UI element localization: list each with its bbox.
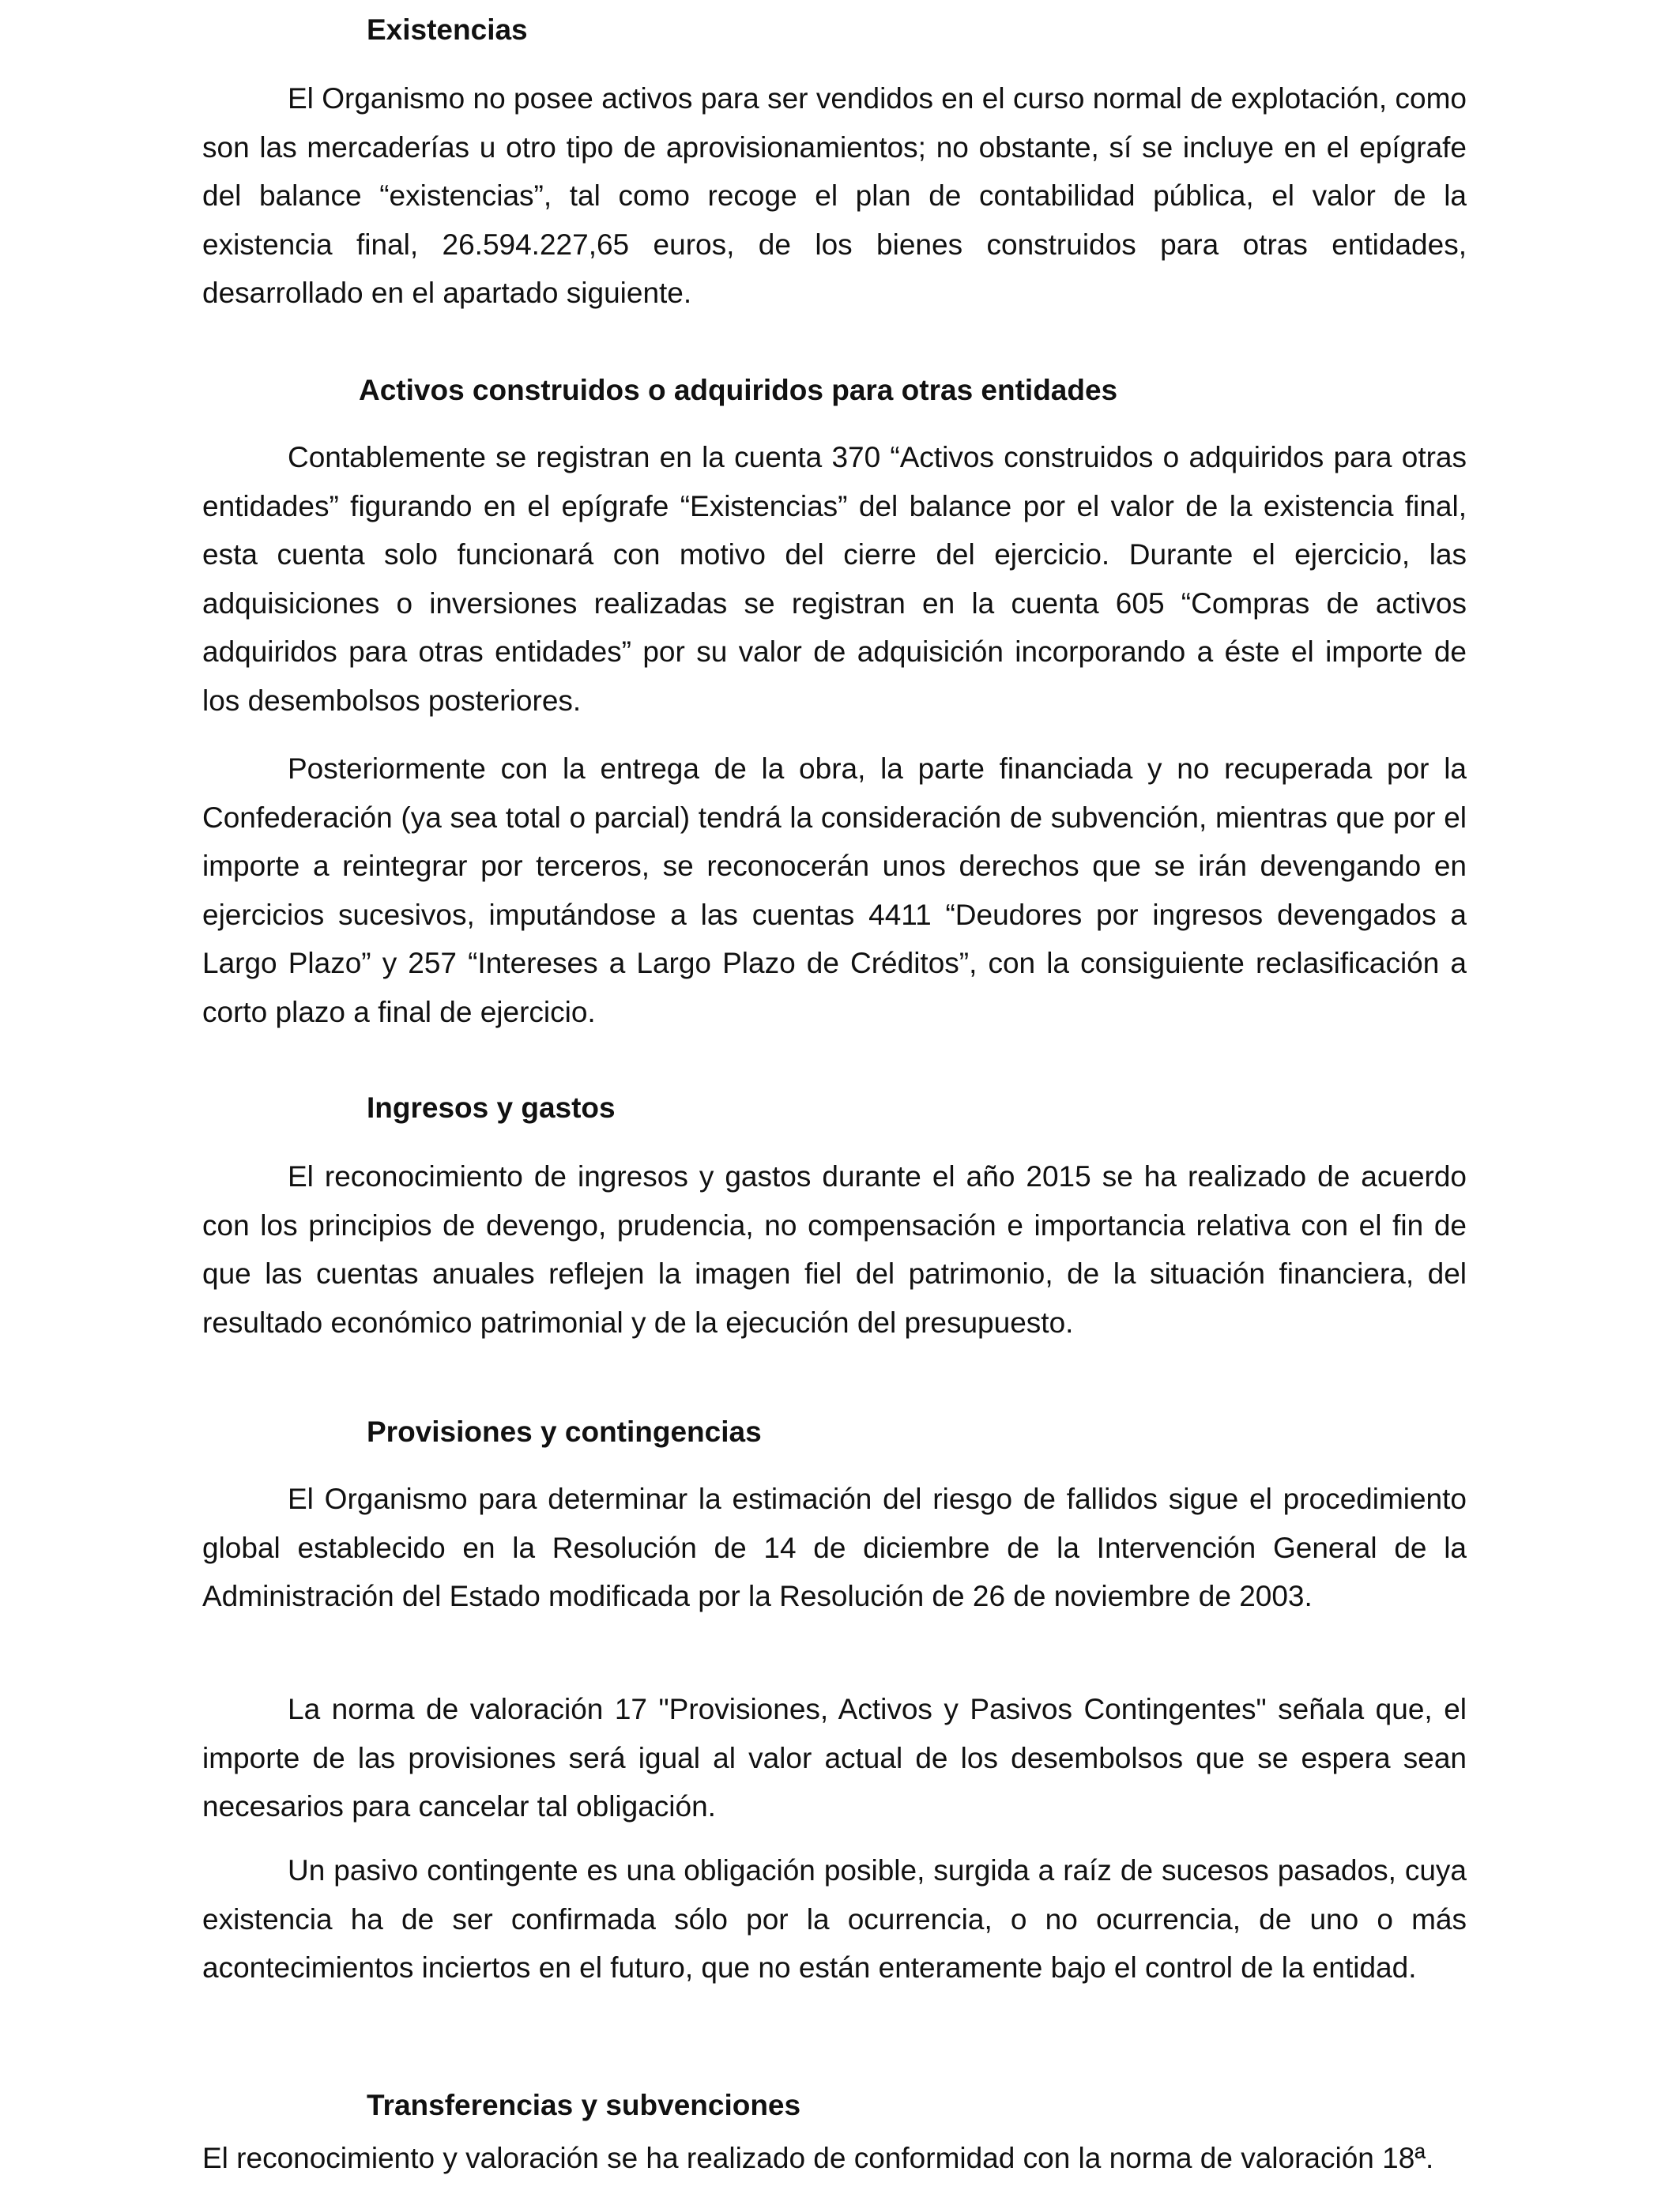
section-existencias <box>202 13 1467 47</box>
paragraph: El reconocimiento de ingresos y gastos durante el año 2015 se ha realizado de acuerdo con los principios de devengo, prudencia, no compensación e importancia relativa con el fin de que las cuentas anuales reflejen la imagen fiel del patrimonio, de la situación financiera, del resultado económico patrimonial y de la ejecución del presupuesto. <box>202 1160 1467 1339</box>
paragraph: Un pasivo contingente es una obligación posible, surgida a raíz de sucesos pasados, cuya existencia ha de ser confirmada sólo por la ocurrencia, o no ocurrencia, de uno o más acontecimientos inciertos en el futuro, que no están enteramente bajo el control de la entidad. <box>202 1854 1467 1984</box>
section-existencias-body <box>202 74 1467 318</box>
section-heading: Provisiones y contingencias <box>367 1416 762 1448</box>
section-heading: Activos construidos o adquiridos para otras entidades <box>359 374 1118 406</box>
paragraph: Posteriormente con la entrega de la obra, la parte financiada y no recuperada por la Confederación (ya sea total o parcial) tendrá la consideración de subvención, mientras que por el importe a reintegrar por terceros, se reconocerán unos derechos que se irán devengando en ejercicios sucesivos, imputándose a las cuentas 4411 “Deudores por ingresos devengados a Largo Plazo” y 257 “Intereses a Largo Plazo de Créditos”, con la consiguiente reclasificación a corto plazo a final de ejercicio. <box>202 752 1467 1028</box>
section-activos-body-1 <box>202 433 1467 725</box>
section-ingresos-gastos <box>202 1091 1467 1125</box>
document-page <box>202 0 1467 2194</box>
section-activos-body-2 <box>202 745 1467 1036</box>
section-transferencias-body <box>202 2134 1467 2183</box>
section-activos-construidos <box>202 373 1467 408</box>
paragraph: El Organismo no posee activos para ser vendidos en el curso normal de explotación, como son las mercaderías u otro tipo de aprovisionamientos; no obstante, sí se incluye en el epígrafe del balance “existencias”, tal como recoge el plan de contabilidad pública, el valor de la existencia final, 26.594.227,65 euros, de los bienes construidos para otras entidades, desarrollado en el apartado siguiente. <box>202 82 1467 309</box>
section-provisiones-body-2 <box>202 1685 1467 1831</box>
paragraph: El Organismo para determinar la estimación del riesgo de fallidos sigue el procedimiento global establecido en la Resolución de 14 de diciembre de la Intervención General de la Administración del Estado modificada por la Resolución de 26 de noviembre de 2003. <box>202 1483 1467 1612</box>
paragraph: La norma de valoración 17 "Provisiones, Activos y Pasivos Contingentes" señala que, el importe de las provisiones será igual al valor actual de los desembolsos que se espera sean necesarios para cancelar tal obligación. <box>202 1693 1467 1823</box>
section-heading: Ingresos y gastos <box>367 1091 616 1124</box>
paragraph: Contablemente se registran en la cuenta 370 “Activos construidos o adquiridos para otras entidades” figurando en el epígrafe “Existencias” del balance por el valor de la existencia final, esta cuenta solo funcionará con motivo del cierre del ejercicio. Durante el ejercicio, las adquisiciones o inversiones realizadas se registran en la cuenta 605 “Compras de activos adquiridos para otras entidades” por su valor de adquisición incorporando a éste el importe de los desembolsos posteriores. <box>202 441 1467 717</box>
section-provisiones-body-3 <box>202 1846 1467 1992</box>
section-provisiones-body-1 <box>202 1475 1467 1621</box>
section-heading: Transferencias y subvenciones <box>367 2089 801 2121</box>
section-heading: Existencias <box>367 13 528 46</box>
section-transferencias <box>202 2088 1467 2123</box>
section-provisiones <box>202 1415 1467 1449</box>
paragraph: El reconocimiento y valoración se ha realizado de conformidad con la norma de valoración 18ª. <box>202 2142 1434 2174</box>
section-ingresos-body <box>202 1152 1467 1347</box>
